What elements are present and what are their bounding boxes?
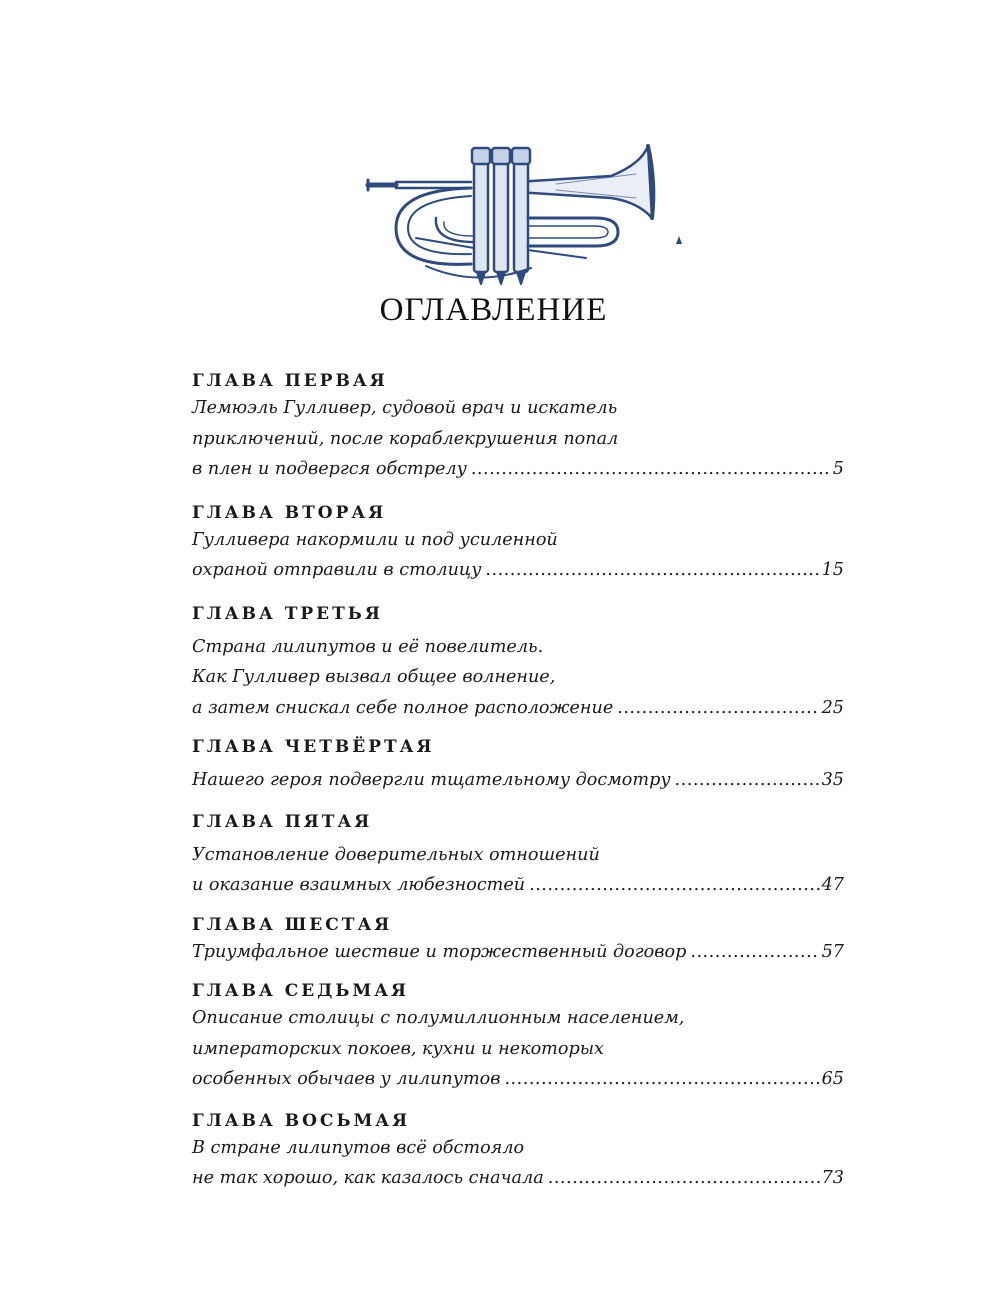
chapter-description-line: В стране лилипутов всё обстояло [192, 1137, 525, 1158]
chapter-page-line [192, 454, 844, 485]
chapter-description-line: особенных обычаев у лилипутов [192, 1069, 501, 1089]
chapter-description-line: а затем снискал себе полное расположение [192, 697, 614, 718]
chapter-description-line: Нашего героя подвергли тщательному досмотру [192, 770, 671, 790]
leader-dots [690, 937, 819, 968]
chapter-description-line: Гулливера накормили и под усиленной [192, 529, 558, 550]
page-number[interactable]: 5 [832, 459, 844, 479]
page-number[interactable]: 65 [821, 1069, 844, 1089]
toc-entry-chapter-7[interactable] [192, 979, 844, 1095]
chapter-page-line [192, 555, 844, 586]
table-of-contents [192, 369, 844, 1194]
chapter-description-line: охраной отправили в столицу [192, 560, 482, 580]
toc-entry-chapter-5[interactable] [192, 810, 844, 901]
chapter-description-line: приключений, после кораблекрушения попал [192, 428, 619, 449]
chapter-heading: ГЛАВА ТРЕТЬЯ [192, 603, 383, 624]
toc-entry-chapter-8[interactable] [192, 1109, 844, 1194]
page-number[interactable]: 35 [821, 770, 844, 790]
chapter-description-line: Страна лилипутов и её повелитель. [192, 636, 544, 657]
chapter-heading: ГЛАВА ПЕРВАЯ [192, 371, 388, 391]
chapter-page-line [192, 870, 844, 901]
chapter-description-line: Как Гулливер вызвал общее волнение, [192, 667, 556, 687]
page-number[interactable]: 47 [821, 875, 844, 895]
page-number[interactable]: 15 [821, 560, 844, 580]
chapter-heading: ГЛАВА ВТОРАЯ [192, 502, 387, 523]
chapter-description-line: императорских покоев, кухни и некоторых [192, 1038, 604, 1059]
chapter-heading: ГЛАВА ЧЕТВЁРТАЯ [192, 737, 435, 757]
leader-dots [471, 454, 831, 485]
chapter-page-line [192, 1064, 844, 1095]
chapter-page-line [192, 1163, 844, 1194]
chapter-heading: ГЛАВА ВОСЬМАЯ [192, 1110, 411, 1131]
leader-dots [675, 765, 820, 796]
page-number[interactable]: 73 [821, 1168, 844, 1188]
leader-dots [617, 693, 819, 724]
page-number[interactable]: 57 [821, 941, 844, 962]
toc-entry-chapter-4[interactable] [192, 735, 844, 796]
toc-entry-chapter-3[interactable] [192, 602, 844, 724]
chapter-heading: ГЛАВА ПЯТАЯ [192, 811, 373, 832]
chapter-description-line: и оказание взаимных любезностей [192, 875, 526, 895]
chapter-description-line: Описание столицы с полумиллионным населением, [192, 1008, 685, 1028]
leader-dots [529, 870, 820, 901]
chapter-heading: ГЛАВА СЕДЬМАЯ [192, 981, 410, 1001]
toc-entry-chapter-6[interactable] [192, 913, 844, 968]
leader-dots [485, 555, 819, 586]
toc-entry-chapter-2[interactable] [192, 501, 844, 586]
leader-dots [548, 1163, 820, 1194]
chapter-description-line: Установление доверительных отношений [192, 844, 600, 865]
toc-entry-chapter-1[interactable] [192, 369, 844, 485]
chapter-heading: ГЛАВА ШЕСТАЯ [192, 914, 393, 935]
chapter-description-line: Лемюэль Гулливер, судовой врач и искатель [192, 398, 618, 418]
page-title: ОГЛАВЛЕНИЕ [379, 292, 608, 328]
page-number[interactable]: 25 [821, 697, 844, 718]
chapter-description-line: в плен и подвергся обстрелу [192, 459, 467, 479]
chapter-description-line: не так хорошо, как казалось сначала [192, 1168, 544, 1188]
chapter-page-line [192, 765, 844, 796]
leader-dots [504, 1064, 819, 1095]
chapter-description-line: Триумфальное шествие и торжественный договор [192, 941, 687, 962]
chapter-page-line [192, 693, 844, 724]
chapter-page-line [192, 937, 844, 968]
